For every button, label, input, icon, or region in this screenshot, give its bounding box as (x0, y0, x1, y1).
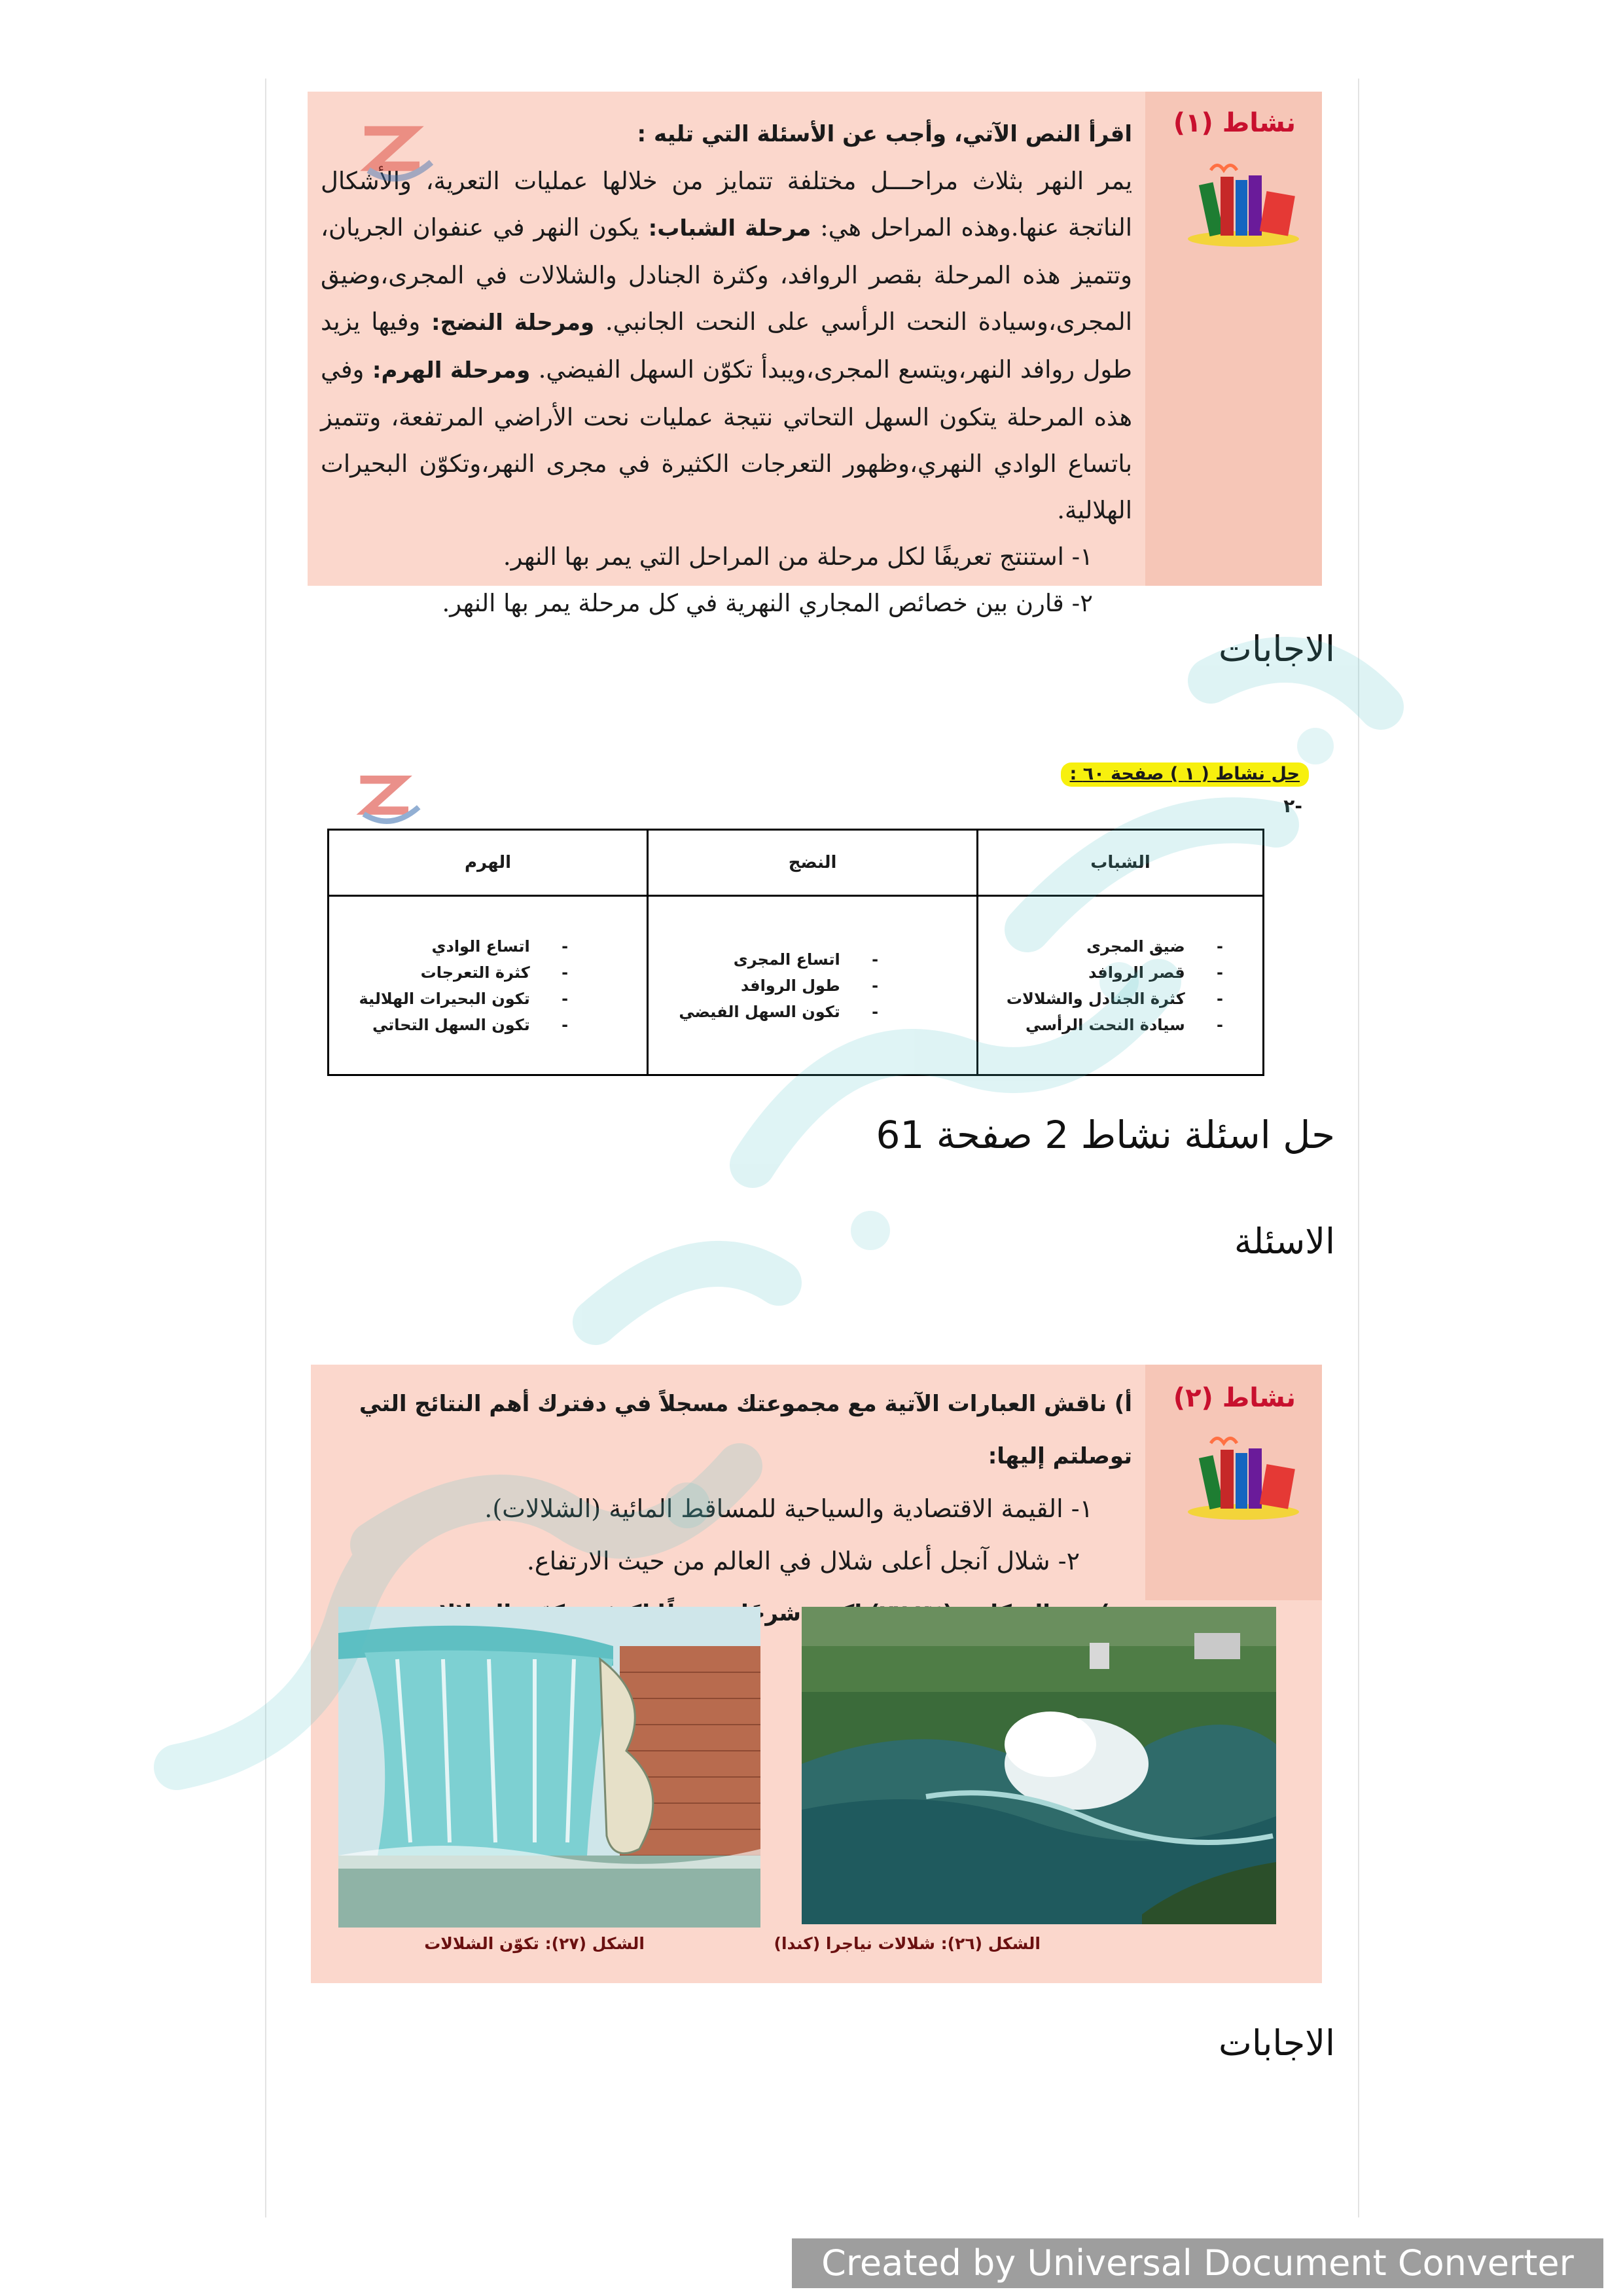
books-icon (1185, 1430, 1302, 1522)
niagara-falls-photo (802, 1607, 1276, 1924)
passage-segment: يكون النهر في عنفوان الجريان، وتتميز هذه المرحلة بقصر الروافد، وكثرة الجنادل والشلالات في المجرى،وضيق المجرى،وسيادة النحت الرأسي على النحت الجانبي. (321, 213, 1132, 336)
questions-heading: الاسئلة (1234, 1221, 1335, 1262)
question-1: ١- استنتج تعريفًا لكل مرحلة من المراحل التي يمر بها النهر. (503, 543, 1093, 571)
activity-1-panel (308, 92, 1322, 617)
activity-1-badge: نشاط (١) (1173, 108, 1296, 138)
activity-1-text (321, 111, 1132, 626)
answers-heading-2: الاجابات (1219, 2022, 1335, 2064)
part-a-instruction: أ) ناقش العبارات الآتية مع مجموعتك مسجلاً في دفترك أهم النتائج التي توصلتم إليها: (359, 1391, 1132, 1469)
converter-footer: Created by Universal Document Converter (792, 2238, 1603, 2288)
right-margin-line (1358, 79, 1359, 2217)
answers-heading: الاجابات (1219, 628, 1335, 670)
part-b-instruction: شرحًا (741, 1600, 801, 1626)
list-item: - اتساع الوادي (342, 933, 568, 960)
activity-2-heading: حل اسئلة نشاط 2 صفحة 61 (876, 1113, 1335, 1157)
header-old-age: الهرم (329, 830, 648, 896)
list-item: - قصر الروافد (991, 960, 1223, 986)
part-a-item-1: ١- القيمة الاقتصادية والسياحية للمساقط المائية (الشلالات). (484, 1494, 1093, 1523)
stage-maturity-label: ومرحلة النضج: (431, 310, 595, 336)
youth-cell (978, 896, 1264, 1075)
books-icon (1185, 157, 1302, 249)
solution-title: حل نشاط ( ١ ) صفحة ٦٠ : (1061, 762, 1309, 787)
question-2: ٢- قارن بين خصائص المجاري النهرية في كل مرحلة يمر بها النهر. (442, 589, 1093, 617)
header-youth: الشباب (978, 830, 1264, 896)
table-row (329, 896, 1264, 1075)
list-item: - طول الروافد (662, 973, 878, 999)
waterfall-formation-diagram (338, 1607, 760, 1928)
site-logo-icon (357, 115, 435, 187)
list-item: - تكون البحيرات الهلالية (342, 986, 568, 1012)
list-item: - ضيق المجرى (991, 933, 1223, 960)
site-logo-icon (353, 766, 422, 828)
figure-27-caption: الشكل (٢٧): تكوّن الشلالات (424, 1934, 645, 1953)
activity-2-badge: نشاط (٢) (1173, 1383, 1296, 1413)
left-margin-line (265, 79, 266, 2217)
list-item: - تكون السهل التحاتي (342, 1012, 568, 1038)
maturity-cell (648, 896, 978, 1075)
activity-1-passage (321, 158, 1132, 533)
list-item: - تكون السهل الفيضي (662, 999, 878, 1025)
list-item: - اتساع المجرى (662, 946, 878, 973)
old-age-cell (329, 896, 648, 1075)
stages-table (327, 829, 1264, 1076)
figure-26-caption: الشكل (٢٦): شلالات نياجرا (كندا) (774, 1934, 1041, 1953)
header-maturity: النضج (648, 830, 978, 896)
list-item: - سيادة النحت الرأسي (991, 1012, 1223, 1038)
stage-youth-label: مرحلة الشباب: (648, 215, 812, 242)
list-item: - كثرة الجنادل والشلالات (991, 986, 1223, 1012)
stage-old-age-label: ومرحلة الهرم: (372, 357, 531, 384)
part-a-item-2: ٢- شلال آنجل أعلى شلال في العالم من حيث الارتفاع. (526, 1547, 1080, 1575)
activity-2-panel (311, 1365, 1322, 1983)
list-item: - كثرة التعرجات (342, 960, 568, 986)
passage-segment: وفيها يزيد طول روافد النهر،ويتسع المجرى،ويبدأ تكوّن السهل الفيضي. (321, 308, 1132, 384)
passage-segment: وفي هذه المرحلة يتكون السهل التحاتي نتيجة عمليات نحت الأراضي المرتفعة، وتتميز باتساع الوادي النهري،وظهور التعرجات الكثيرة في مجرى النهر،وتكوّن البحيرات الهلالية. (321, 355, 1132, 524)
activity-2-text (337, 1378, 1132, 1640)
passage-segment: يمر النهر بثلاث مراحـــل مختلفة تتمايز من خلالها عمليات التعرية، والأشكال الناتجة عنها.وهذه المراحل هي: (321, 167, 1133, 242)
activity-1-instruction: اقرأ النص الآتي، وأجب عن الأسئلة التي تليه : (637, 121, 1132, 147)
table-header-row (329, 830, 1264, 896)
solution-item-number: ٢- (1283, 795, 1302, 817)
